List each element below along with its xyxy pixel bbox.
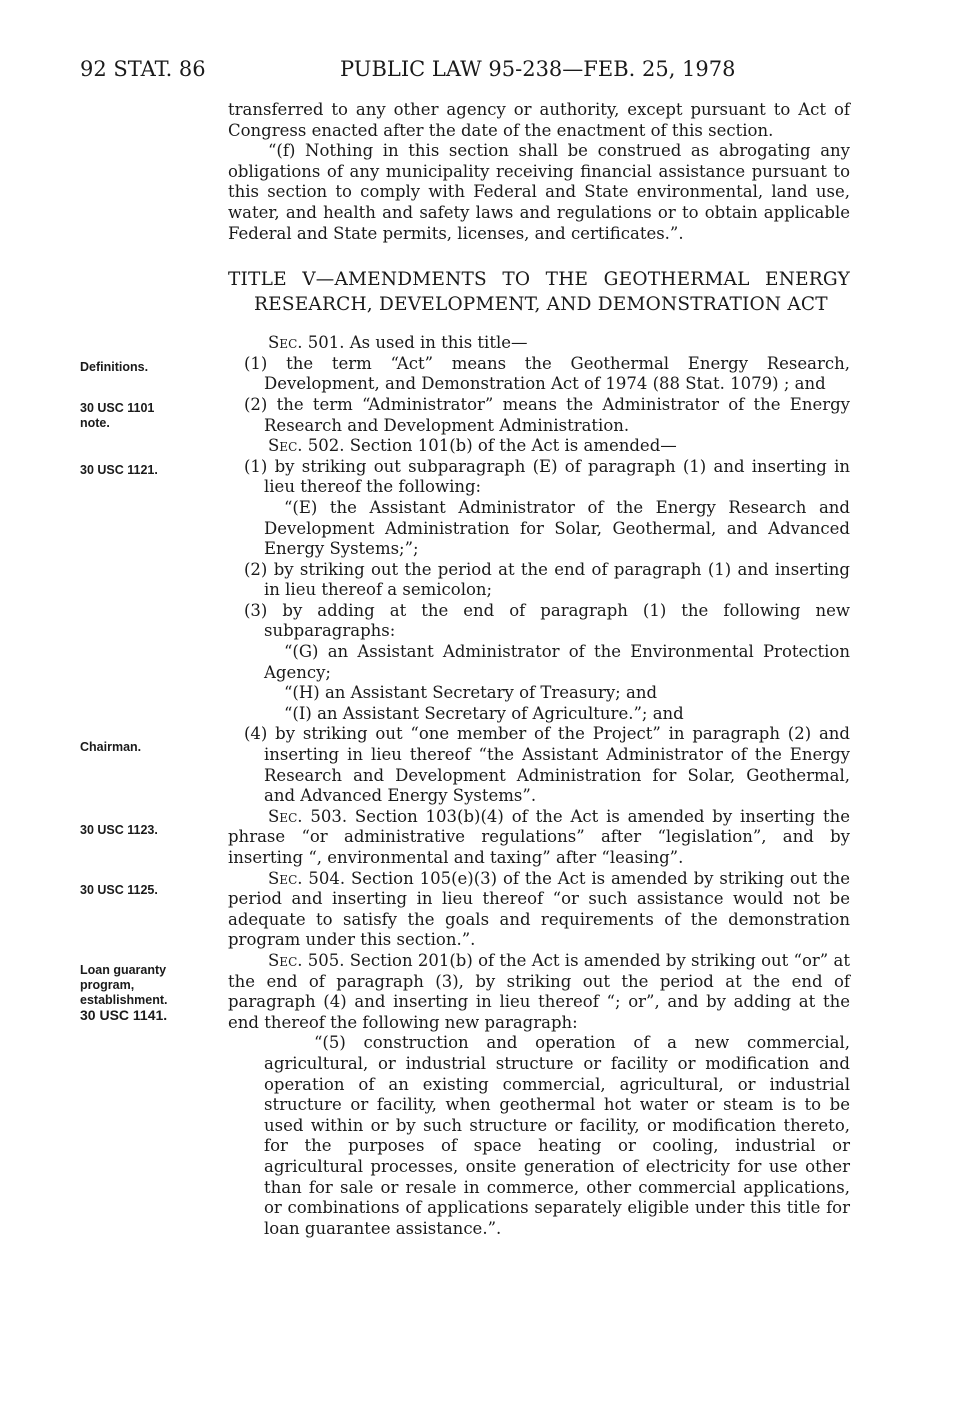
section-502-subpara-g: “(G) an Assistant Administrator of the Environmental Protection Agency; (264, 642, 850, 682)
section-502-subpara-i: “(I) an Assistant Secretary of Agriculture.”; and (284, 703, 684, 723)
public-law-heading: PUBLIC LAW 95-238—FEB. 25, 1978 (340, 57, 736, 81)
side-note-line: 30 USC 1101 (80, 401, 155, 415)
side-note-line: 30 USC 1141. (80, 1007, 168, 1023)
side-note-line: Loan guaranty (80, 963, 167, 977)
paragraph-f: “(f) Nothing in this section shall be construed as abrogating any obligations of any municipality receiving financial assistance pursuant to this section to comply with Federal and State environmental, land use, water, and health and safety laws and regulations or to obtain applicable Federal and State permits, licenses, and certificates.”. (228, 141, 850, 243)
side-note-loan-guaranty (80, 963, 210, 1023)
side-note-chairman: Chairman. (80, 740, 142, 754)
section-502-para-2: (2) by striking out the period at the end of paragraph (1) and inserting in lieu thereof a semicolon; (244, 559, 850, 600)
side-note-line: establishment. (80, 993, 168, 1007)
section-label: Sec. (268, 950, 303, 970)
paragraph-transferred: transferred to any other agency or authority, except pursuant to Act of Congress enacted after the date of the enactment of this section. (228, 100, 850, 140)
section-501-para-1: (1) the term “Act” means the Geothermal Energy Research, Development, and Demonstration Act of 1974 (88 Stat. 1079) ; and (244, 353, 850, 394)
section-505 (228, 951, 850, 1033)
section-text: 504. Section 105(e)(3) of the Act is amended by striking out the period and inserting in lieu thereof “or such assistance would not be adequate to satisfy the goals and requirements of the demonstration program under this section.”. (228, 868, 850, 950)
side-note-30-usc-1125: 30 USC 1125. (80, 883, 158, 897)
section-502-subpara-h: “(H) an Assistant Secretary of Treasury; and (284, 683, 658, 703)
side-note-30-usc-1123: 30 USC 1123. (80, 823, 158, 837)
section-502-para-1: (1) by striking out subparagraph (E) of paragraph (1) and inserting in lieu thereof the following: (244, 456, 850, 497)
section-label: Sec. (268, 868, 303, 888)
side-note-line: note. (80, 416, 110, 430)
section-501-para-2: (2) the term “Administrator” means the Administrator of the Energy Research and Development Administration. (244, 394, 850, 435)
section-502-para-4: (4) by striking out “one member of the Project” in paragraph (2) and inserting in lieu thereof “the Assistant Administrator of the Energy Research and Development Administration for Solar, Geothermal, and Advanced Energy Systems”. (244, 724, 850, 806)
stat-citation: 92 STAT. 86 (80, 57, 206, 81)
section-503 (228, 807, 850, 869)
section-502 (228, 436, 850, 457)
section-label: Sec. (268, 806, 303, 826)
section-text: 502. Section 101(b) of the Act is amended— (302, 436, 677, 456)
title-v-heading: TITLE V—AMENDMENTS TO THE GEOTHERMAL ENERGY RESEARCH, DEVELOPMENT, AND DEMONSTRATION ACT (228, 269, 850, 315)
section-504 (228, 869, 850, 951)
side-note-line: program, (80, 978, 135, 992)
section-text: 503. Section 103(b)(4) of the Act is amended by inserting the phrase “or administrative regulations” after “legislation”, and by inserting “, environmental and taxing” after “leasing”. (228, 806, 850, 867)
section-label: Sec. (268, 333, 303, 353)
section-text: 505. Section 201(b) of the Act is amended by striking out “or” at the end of paragraph (3), by striking out the period at the end of paragraph (4) and inserting in lieu thereof “; or”, and by adding at the end thereof the following new paragraph: (228, 950, 850, 1032)
section-label: Sec. (268, 436, 303, 456)
body-text (228, 100, 850, 1239)
side-note-30-usc-1101 (80, 401, 210, 431)
section-505-para-5: “(5) construction and operation of a new commercial, agricultural, or industrial structure or facility or modification and operation of an existing commercial, agricultural, or industrial structure or facility, when geothermal hot water or steam is to be used within or by such structure or facility, or modification thereto, for the purposes of space heating or cooling, industrial or agricultural processes, onsite generation of electricity for use other than for sale or resale in commerce, other commercial applications, or combinations of applications separately eligible under this title for loan guarantee assistance.”. (264, 1033, 850, 1238)
section-text: 501. As used in this title— (302, 333, 528, 353)
side-note-30-usc-1121: 30 USC 1121. (80, 463, 158, 477)
section-502-subpara-e: “(E) the Assistant Administrator of the Energy Research and Development Administration for Solar, Geothermal, and Advanced Energy Systems;”; (264, 497, 850, 559)
section-501 (228, 333, 850, 354)
side-note-definitions: Definitions. (80, 360, 149, 374)
section-502-para-3: (3) by adding at the end of paragraph (1) the following new subparagraphs: (244, 600, 850, 641)
